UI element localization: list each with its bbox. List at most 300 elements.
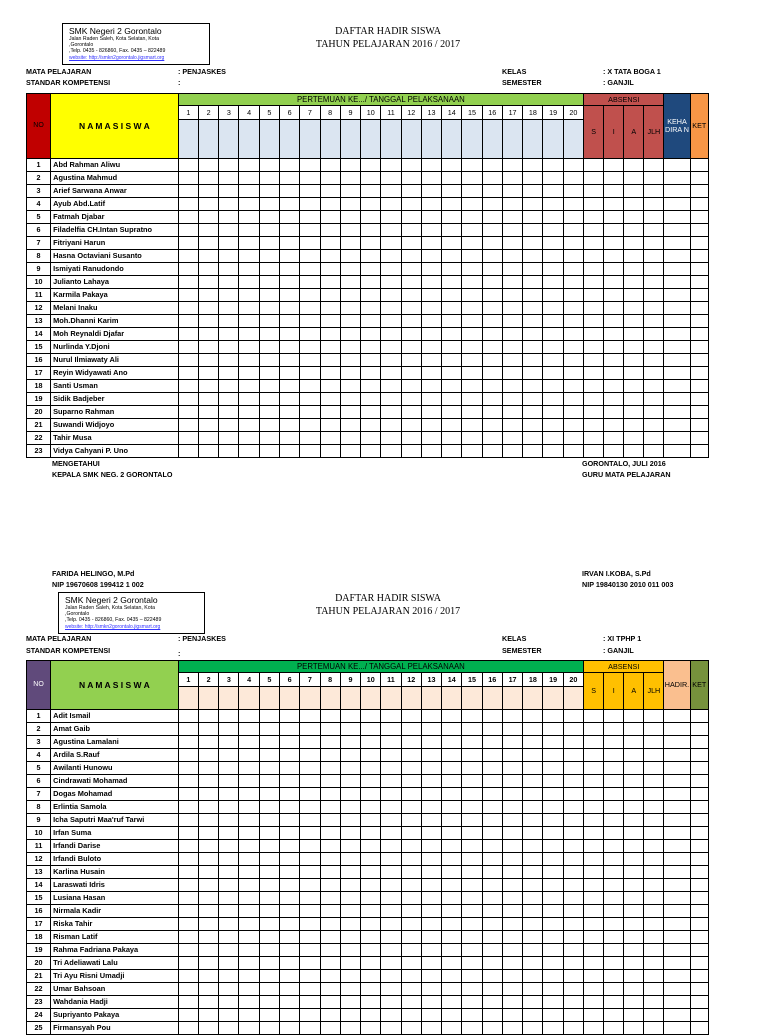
attendance-cell[interactable] [664,328,690,341]
attendance-cell[interactable] [690,354,708,367]
attendance-cell[interactable] [624,159,644,172]
attendance-cell[interactable] [604,762,624,775]
attendance-cell[interactable] [401,250,421,263]
attendance-cell[interactable] [563,406,583,419]
s2-meeting-date-cell[interactable] [421,687,441,710]
attendance-cell[interactable] [340,302,360,315]
attendance-cell[interactable] [300,1022,320,1035]
attendance-cell[interactable] [178,944,198,957]
attendance-cell[interactable] [502,996,522,1009]
attendance-cell[interactable] [624,710,644,723]
attendance-cell[interactable] [543,905,563,918]
attendance-cell[interactable] [584,250,604,263]
attendance-cell[interactable] [280,736,300,749]
attendance-cell[interactable] [198,419,218,432]
attendance-cell[interactable] [340,406,360,419]
attendance-cell[interactable] [584,1022,604,1035]
s2-meeting-date-cell[interactable] [300,687,320,710]
attendance-cell[interactable] [690,198,708,211]
attendance-cell[interactable] [219,1022,239,1035]
attendance-cell[interactable] [259,380,279,393]
attendance-cell[interactable] [462,931,482,944]
attendance-cell[interactable] [502,788,522,801]
attendance-cell[interactable] [401,775,421,788]
attendance-cell[interactable] [604,840,624,853]
attendance-cell[interactable] [219,827,239,840]
attendance-cell[interactable] [340,341,360,354]
attendance-cell[interactable] [462,367,482,380]
attendance-cell[interactable] [421,302,441,315]
attendance-cell[interactable] [604,211,624,224]
school-website-link-2[interactable]: website: http://smkn2gorontalo.jigsmart.org [65,623,161,630]
attendance-cell[interactable] [624,736,644,749]
attendance-cell[interactable] [320,710,340,723]
attendance-cell[interactable] [502,341,522,354]
attendance-cell[interactable] [604,250,624,263]
attendance-cell[interactable] [584,185,604,198]
attendance-cell[interactable] [664,905,690,918]
attendance-cell[interactable] [219,445,239,458]
attendance-cell[interactable] [421,892,441,905]
attendance-cell[interactable] [300,198,320,211]
attendance-cell[interactable] [482,354,502,367]
attendance-cell[interactable] [381,419,401,432]
attendance-cell[interactable] [259,736,279,749]
attendance-cell[interactable] [239,853,259,866]
attendance-cell[interactable] [219,406,239,419]
attendance-cell[interactable] [340,250,360,263]
attendance-cell[interactable] [300,1009,320,1022]
attendance-cell[interactable] [584,289,604,302]
attendance-cell[interactable] [361,775,381,788]
attendance-cell[interactable] [401,957,421,970]
attendance-cell[interactable] [543,315,563,328]
attendance-cell[interactable] [523,918,543,931]
attendance-cell[interactable] [563,710,583,723]
attendance-cell[interactable] [584,905,604,918]
attendance-cell[interactable] [178,879,198,892]
attendance-cell[interactable] [690,1022,708,1035]
attendance-cell[interactable] [178,445,198,458]
attendance-cell[interactable] [462,406,482,419]
attendance-cell[interactable] [219,250,239,263]
attendance-cell[interactable] [280,328,300,341]
attendance-cell[interactable] [523,957,543,970]
attendance-cell[interactable] [178,341,198,354]
attendance-cell[interactable] [320,723,340,736]
attendance-cell[interactable] [543,198,563,211]
attendance-cell[interactable] [482,762,502,775]
attendance-cell[interactable] [563,749,583,762]
attendance-cell[interactable] [198,432,218,445]
attendance-cell[interactable] [462,749,482,762]
attendance-cell[interactable] [482,788,502,801]
attendance-cell[interactable] [198,957,218,970]
attendance-cell[interactable] [198,853,218,866]
attendance-cell[interactable] [482,341,502,354]
s1-meeting-date-cell[interactable] [219,120,239,159]
attendance-cell[interactable] [563,996,583,1009]
attendance-cell[interactable] [543,185,563,198]
attendance-cell[interactable] [219,1009,239,1022]
attendance-cell[interactable] [624,250,644,263]
attendance-cell[interactable] [381,1022,401,1035]
attendance-cell[interactable] [482,840,502,853]
attendance-cell[interactable] [604,866,624,879]
attendance-cell[interactable] [523,237,543,250]
attendance-cell[interactable] [259,1009,279,1022]
attendance-cell[interactable] [320,302,340,315]
attendance-cell[interactable] [543,827,563,840]
attendance-cell[interactable] [361,328,381,341]
attendance-cell[interactable] [624,419,644,432]
attendance-cell[interactable] [482,250,502,263]
attendance-cell[interactable] [280,198,300,211]
attendance-cell[interactable] [320,970,340,983]
s1-meeting-date-cell[interactable] [198,120,218,159]
attendance-cell[interactable] [604,354,624,367]
attendance-cell[interactable] [584,276,604,289]
attendance-cell[interactable] [239,302,259,315]
attendance-cell[interactable] [644,419,664,432]
attendance-cell[interactable] [482,289,502,302]
attendance-cell[interactable] [198,775,218,788]
attendance-cell[interactable] [690,315,708,328]
s2-meeting-date-cell[interactable] [280,687,300,710]
attendance-cell[interactable] [300,749,320,762]
attendance-cell[interactable] [300,367,320,380]
attendance-cell[interactable] [624,445,644,458]
attendance-cell[interactable] [340,198,360,211]
attendance-cell[interactable] [280,393,300,406]
attendance-cell[interactable] [664,211,690,224]
attendance-cell[interactable] [624,1022,644,1035]
attendance-cell[interactable] [401,289,421,302]
attendance-cell[interactable] [604,957,624,970]
attendance-cell[interactable] [219,185,239,198]
attendance-cell[interactable] [280,432,300,445]
attendance-cell[interactable] [563,827,583,840]
attendance-cell[interactable] [624,983,644,996]
attendance-cell[interactable] [340,944,360,957]
attendance-cell[interactable] [523,970,543,983]
attendance-cell[interactable] [178,814,198,827]
attendance-cell[interactable] [690,263,708,276]
attendance-cell[interactable] [523,814,543,827]
attendance-cell[interactable] [381,905,401,918]
attendance-cell[interactable] [259,762,279,775]
s1-meeting-date-cell[interactable] [361,120,381,159]
s1-meeting-date-cell[interactable] [259,120,279,159]
attendance-cell[interactable] [361,250,381,263]
attendance-cell[interactable] [644,445,664,458]
attendance-cell[interactable] [462,788,482,801]
attendance-cell[interactable] [421,905,441,918]
attendance-cell[interactable] [502,1022,522,1035]
attendance-cell[interactable] [300,762,320,775]
attendance-cell[interactable] [690,775,708,788]
attendance-cell[interactable] [664,983,690,996]
attendance-cell[interactable] [502,315,522,328]
attendance-cell[interactable] [280,185,300,198]
attendance-cell[interactable] [259,172,279,185]
attendance-cell[interactable] [421,1009,441,1022]
attendance-cell[interactable] [300,393,320,406]
attendance-cell[interactable] [502,762,522,775]
attendance-cell[interactable] [239,840,259,853]
attendance-cell[interactable] [381,736,401,749]
attendance-cell[interactable] [584,263,604,276]
attendance-cell[interactable] [401,879,421,892]
attendance-cell[interactable] [280,172,300,185]
attendance-cell[interactable] [259,224,279,237]
attendance-cell[interactable] [543,211,563,224]
attendance-cell[interactable] [198,159,218,172]
attendance-cell[interactable] [198,211,218,224]
attendance-cell[interactable] [280,827,300,840]
attendance-cell[interactable] [644,944,664,957]
attendance-cell[interactable] [690,814,708,827]
attendance-cell[interactable] [401,918,421,931]
attendance-cell[interactable] [563,393,583,406]
attendance-cell[interactable] [198,328,218,341]
attendance-cell[interactable] [584,159,604,172]
attendance-cell[interactable] [563,224,583,237]
attendance-cell[interactable] [361,393,381,406]
attendance-cell[interactable] [523,944,543,957]
attendance-cell[interactable] [178,788,198,801]
attendance-cell[interactable] [604,198,624,211]
attendance-cell[interactable] [502,406,522,419]
attendance-cell[interactable] [543,866,563,879]
attendance-cell[interactable] [340,393,360,406]
attendance-cell[interactable] [690,328,708,341]
attendance-cell[interactable] [239,419,259,432]
attendance-cell[interactable] [502,931,522,944]
attendance-cell[interactable] [442,406,462,419]
attendance-cell[interactable] [198,302,218,315]
s2-meeting-date-cell[interactable] [361,687,381,710]
attendance-cell[interactable] [361,185,381,198]
attendance-cell[interactable] [381,354,401,367]
attendance-cell[interactable] [198,983,218,996]
attendance-cell[interactable] [361,905,381,918]
attendance-cell[interactable] [644,840,664,853]
attendance-cell[interactable] [462,289,482,302]
attendance-cell[interactable] [644,775,664,788]
attendance-cell[interactable] [320,736,340,749]
attendance-cell[interactable] [664,723,690,736]
attendance-cell[interactable] [563,289,583,302]
attendance-cell[interactable] [280,263,300,276]
attendance-cell[interactable] [482,827,502,840]
attendance-cell[interactable] [563,723,583,736]
attendance-cell[interactable] [219,814,239,827]
attendance-cell[interactable] [482,276,502,289]
attendance-cell[interactable] [442,432,462,445]
attendance-cell[interactable] [340,970,360,983]
attendance-cell[interactable] [523,159,543,172]
attendance-cell[interactable] [320,159,340,172]
attendance-cell[interactable] [502,983,522,996]
attendance-cell[interactable] [381,224,401,237]
attendance-cell[interactable] [300,710,320,723]
attendance-cell[interactable] [361,944,381,957]
attendance-cell[interactable] [198,198,218,211]
attendance-cell[interactable] [259,996,279,1009]
attendance-cell[interactable] [502,723,522,736]
attendance-cell[interactable] [239,723,259,736]
attendance-cell[interactable] [543,853,563,866]
attendance-cell[interactable] [482,419,502,432]
attendance-cell[interactable] [219,341,239,354]
attendance-cell[interactable] [543,944,563,957]
attendance-cell[interactable] [523,736,543,749]
attendance-cell[interactable] [340,315,360,328]
attendance-cell[interactable] [563,328,583,341]
attendance-cell[interactable] [361,970,381,983]
attendance-cell[interactable] [644,185,664,198]
attendance-cell[interactable] [198,185,218,198]
attendance-cell[interactable] [340,723,360,736]
attendance-cell[interactable] [421,801,441,814]
attendance-cell[interactable] [664,918,690,931]
attendance-cell[interactable] [178,328,198,341]
attendance-cell[interactable] [644,315,664,328]
attendance-cell[interactable] [178,762,198,775]
attendance-cell[interactable] [502,840,522,853]
attendance-cell[interactable] [361,1009,381,1022]
attendance-cell[interactable] [198,1009,218,1022]
attendance-cell[interactable] [462,237,482,250]
attendance-cell[interactable] [219,419,239,432]
attendance-cell[interactable] [259,445,279,458]
s2-meeting-date-cell[interactable] [239,687,259,710]
attendance-cell[interactable] [624,224,644,237]
attendance-cell[interactable] [340,211,360,224]
attendance-cell[interactable] [604,367,624,380]
attendance-cell[interactable] [239,380,259,393]
attendance-cell[interactable] [259,931,279,944]
attendance-cell[interactable] [664,879,690,892]
attendance-cell[interactable] [219,367,239,380]
attendance-cell[interactable] [584,393,604,406]
attendance-cell[interactable] [624,393,644,406]
attendance-cell[interactable] [584,723,604,736]
s1-meeting-date-cell[interactable] [280,120,300,159]
attendance-cell[interactable] [442,198,462,211]
attendance-cell[interactable] [401,1009,421,1022]
attendance-cell[interactable] [219,710,239,723]
attendance-cell[interactable] [664,736,690,749]
attendance-cell[interactable] [604,380,624,393]
attendance-cell[interactable] [624,931,644,944]
attendance-cell[interactable] [239,1022,259,1035]
attendance-cell[interactable] [178,1022,198,1035]
attendance-cell[interactable] [690,736,708,749]
attendance-cell[interactable] [219,432,239,445]
attendance-cell[interactable] [664,172,690,185]
attendance-cell[interactable] [624,762,644,775]
attendance-cell[interactable] [280,918,300,931]
attendance-cell[interactable] [502,328,522,341]
attendance-cell[interactable] [462,983,482,996]
attendance-cell[interactable] [239,996,259,1009]
attendance-cell[interactable] [280,224,300,237]
attendance-cell[interactable] [502,944,522,957]
attendance-cell[interactable] [340,736,360,749]
attendance-cell[interactable] [381,432,401,445]
attendance-cell[interactable] [320,1022,340,1035]
attendance-cell[interactable] [604,1022,624,1035]
attendance-cell[interactable] [259,775,279,788]
attendance-cell[interactable] [624,380,644,393]
attendance-cell[interactable] [482,996,502,1009]
attendance-cell[interactable] [624,185,644,198]
attendance-cell[interactable] [604,263,624,276]
attendance-cell[interactable] [300,892,320,905]
attendance-cell[interactable] [543,341,563,354]
attendance-cell[interactable] [340,1009,360,1022]
attendance-cell[interactable] [644,827,664,840]
attendance-cell[interactable] [178,380,198,393]
attendance-cell[interactable] [523,445,543,458]
attendance-cell[interactable] [543,983,563,996]
attendance-cell[interactable] [563,185,583,198]
attendance-cell[interactable] [563,944,583,957]
attendance-cell[interactable] [259,419,279,432]
attendance-cell[interactable] [563,892,583,905]
attendance-cell[interactable] [584,866,604,879]
attendance-cell[interactable] [381,198,401,211]
attendance-cell[interactable] [381,723,401,736]
attendance-cell[interactable] [664,250,690,263]
attendance-cell[interactable] [584,788,604,801]
attendance-cell[interactable] [543,775,563,788]
attendance-cell[interactable] [421,406,441,419]
attendance-cell[interactable] [198,918,218,931]
attendance-cell[interactable] [320,892,340,905]
attendance-cell[interactable] [340,172,360,185]
attendance-cell[interactable] [280,250,300,263]
attendance-cell[interactable] [300,406,320,419]
attendance-cell[interactable] [219,354,239,367]
attendance-cell[interactable] [664,380,690,393]
attendance-cell[interactable] [482,367,502,380]
attendance-cell[interactable] [280,276,300,289]
attendance-cell[interactable] [604,445,624,458]
attendance-cell[interactable] [604,159,624,172]
attendance-cell[interactable] [584,879,604,892]
attendance-cell[interactable] [664,853,690,866]
attendance-cell[interactable] [462,944,482,957]
attendance-cell[interactable] [624,289,644,302]
attendance-cell[interactable] [644,367,664,380]
attendance-cell[interactable] [401,211,421,224]
attendance-cell[interactable] [178,354,198,367]
attendance-cell[interactable] [644,918,664,931]
attendance-cell[interactable] [280,983,300,996]
attendance-cell[interactable] [644,866,664,879]
attendance-cell[interactable] [259,905,279,918]
attendance-cell[interactable] [340,263,360,276]
attendance-cell[interactable] [624,172,644,185]
attendance-cell[interactable] [563,970,583,983]
attendance-cell[interactable] [462,172,482,185]
attendance-cell[interactable] [644,996,664,1009]
attendance-cell[interactable] [401,224,421,237]
attendance-cell[interactable] [280,866,300,879]
